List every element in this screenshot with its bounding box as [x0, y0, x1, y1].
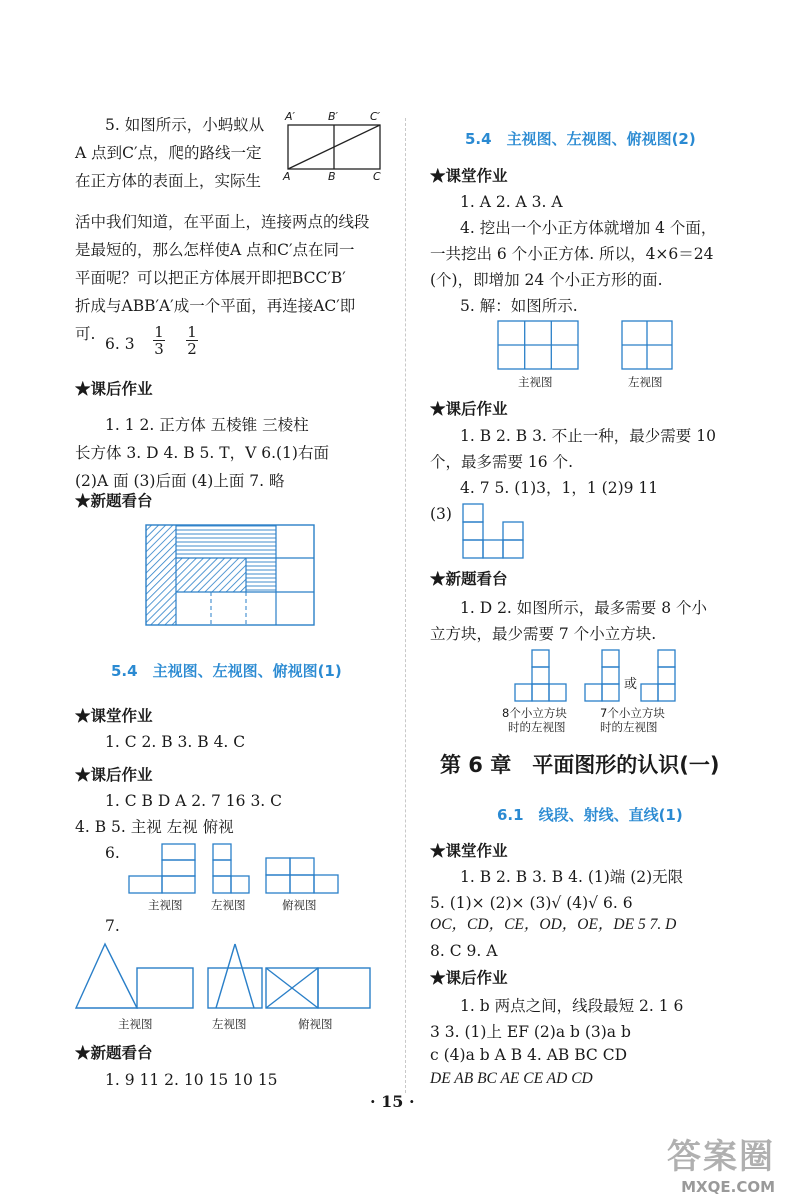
q6-left-caption: 左视图 — [211, 898, 246, 912]
classwork2-line-4: 8. C 9. A — [430, 942, 498, 960]
q6-fraction-2 — [185, 324, 199, 357]
classwork-line-3: 一共挖出 6 个小正方体. 所以，4×6＝24 — [430, 245, 714, 263]
label-c: C — [373, 170, 381, 183]
hw2-line-2: 3 3. (1)上 EF (2)a b (3)a b — [430, 1023, 631, 1041]
new-questions-heading: ★新题看台 — [430, 569, 508, 588]
q5-line-4: 活中我们知道，在平面上，连接两点的线段 — [75, 213, 370, 231]
q5-left-view — [621, 320, 675, 372]
hw-line-1: 1. B 2. B 3. 不止一种，最少需要 10 — [460, 427, 716, 445]
fraction-1-denominator: 3 — [154, 340, 164, 358]
homework-heading: ★课后作业 — [75, 379, 153, 398]
hw-line-3: (2)A 面 (3)后面 (4)上面 7. 略 — [75, 472, 285, 490]
classwork2-line-1: 1. B 2. B 3. B 4. (1)端 (2)无限 — [460, 868, 684, 886]
q5-line-3: 在正方体的表面上，实际生 — [75, 172, 262, 190]
hw2-line-1: 1. C B D A 2. 7 16 3. C — [105, 792, 283, 810]
q7-front-caption: 主视图 — [118, 1017, 153, 1031]
q6-prefix: 6. 3 — [105, 335, 135, 353]
q5-3-figure — [462, 503, 528, 561]
fraction-2-denominator: 2 — [187, 340, 197, 358]
classwork-line-5: 5. 解：如图所示. — [460, 297, 578, 315]
fraction-2-numerator: 1 — [187, 323, 197, 341]
new-questions-heading: ★新题看台 — [75, 491, 153, 510]
hw-line-2: 长方体 3. D 4. B 5. T，V 6.(1)右面 — [75, 444, 329, 462]
column-divider — [405, 118, 406, 1093]
q6-fraction-1 — [152, 324, 166, 357]
q5-line-5: 是最短的，那么怎样使A 点和C′点在同一 — [75, 241, 355, 259]
hw-line-4: (3) — [430, 505, 452, 523]
shaded-net-figure — [145, 524, 315, 626]
classwork-heading: ★课堂作业 — [430, 166, 508, 185]
q5-line-6: 平面呢？可以把正方体展开即把BCC′B′ — [75, 269, 346, 287]
hw-line-3: 4. 7 5. (1)3，1，1 (2)9 11 — [460, 479, 659, 497]
label-a-prime: A′ — [285, 110, 296, 123]
caption-8-cubes-line-2: 时的左视图 — [508, 720, 566, 734]
q6-top-caption: 俯视图 — [282, 898, 317, 912]
hw2-line-4: DE AB BC AE CE AD CD — [430, 1070, 593, 1087]
q7-label: 7. — [105, 917, 120, 935]
homework-heading: ★课后作业 — [430, 399, 508, 418]
hw-line-1: 1. 1 2. 正方体 五棱锥 三棱柱 — [105, 416, 309, 434]
q5-front-caption: 主视图 — [518, 375, 553, 389]
q7-front-view — [75, 942, 195, 1010]
section-5-4-1-title: 5.4 主视图、左视图、俯视图(1) — [111, 662, 342, 680]
label-c-prime: C′ — [370, 110, 381, 123]
hw2-line-3: c (4)a b A B 4. AB BC CD — [430, 1046, 627, 1064]
hw2-line-1: 1. b 两点之间，线段最短 2. 1 6 — [460, 997, 684, 1015]
q7-top-caption: 俯视图 — [298, 1017, 333, 1031]
label-b-prime: B′ — [328, 110, 339, 123]
label-b: B — [328, 170, 336, 183]
section-6-1-title: 6.1 线段、射线、直线(1) — [497, 806, 683, 824]
q5-line-1: 5. 如图所示，小蚂蚁从 — [105, 116, 265, 134]
caption-8-cubes-line-1: 8个小立方块 — [502, 706, 567, 720]
classwork-line: 1. C 2. B 3. B 4. C — [105, 733, 246, 751]
or-text: 或 — [624, 677, 638, 692]
left-view-7-cubes-b — [640, 649, 680, 705]
classwork-line-1: 1. A 2. A 3. A — [460, 193, 563, 211]
hw2-line-3: 6. — [105, 844, 120, 862]
caption-7-cubes-line-1: 7个小立方块 — [600, 706, 665, 720]
section-5-4-2-title: 5.4 主视图、左视图、俯视图(2) — [465, 130, 696, 148]
new-line-1: 1. D 2. 如图所示，最多需要 8 个小 — [460, 599, 708, 617]
hw-line-2: 个，最多需要 16 个. — [430, 453, 574, 471]
classwork2-heading: ★课堂作业 — [430, 841, 508, 860]
q5-left-caption: 左视图 — [628, 375, 663, 389]
new-line-2: 立方块，最少需要 7 个小立方块. — [430, 625, 657, 643]
q6-front-view — [128, 843, 198, 895]
q7-left-caption: 左视图 — [212, 1017, 247, 1031]
classwork-line-4: (个)，即增加 24 个小正方形的面. — [430, 271, 663, 289]
new2-heading: ★新题看台 — [75, 1043, 153, 1062]
hw2-line-2: 4. B 5. 主视 左视 俯视 — [75, 818, 234, 836]
chapter-6-title: 第 6 章 平面图形的认识(一) — [440, 753, 720, 777]
q5-front-view — [497, 320, 581, 372]
q5-line-2: A 点到C′点，爬的路线一定 — [75, 144, 262, 162]
new2-line: 1. 9 11 2. 10 15 10 15 — [105, 1071, 278, 1089]
left-view-7-cubes-a — [584, 649, 624, 705]
classwork2-line-2: 5. (1)× (2)× (3)√ (4)√ 6. 6 — [430, 894, 633, 912]
q5-line-7: 折成与ABB′A′成一个平面，再连接AC′即 — [75, 297, 356, 315]
watermark-logo: 答案圈 — [667, 1137, 775, 1177]
left-view-8-cubes — [514, 649, 572, 705]
classwork-heading: ★课堂作业 — [75, 706, 153, 725]
classwork2-line-3: OC，CD，CE，OD，OE，DE 5 7. D — [430, 916, 677, 933]
q7-top-view — [265, 967, 373, 1011]
fraction-1-numerator: 1 — [154, 323, 164, 341]
q5-line-8: 可. — [75, 325, 96, 343]
q7-left-view — [206, 942, 266, 1010]
classwork-line-2: 4. 挖出一个小正方体就增加 4 个面， — [460, 219, 717, 237]
q6-front-caption: 主视图 — [148, 898, 183, 912]
watermark-url: MXQE.COM — [681, 1178, 775, 1196]
homework2-heading: ★课后作业 — [75, 765, 153, 784]
caption-7-cubes-line-2: 时的左视图 — [600, 720, 658, 734]
watermark — [667, 1129, 775, 1196]
page-number: · 15 · — [370, 1092, 415, 1111]
homework2-heading: ★课后作业 — [430, 968, 508, 987]
label-a: A — [283, 170, 291, 183]
q6-top-view — [265, 857, 341, 895]
q6-left-view — [212, 843, 252, 895]
